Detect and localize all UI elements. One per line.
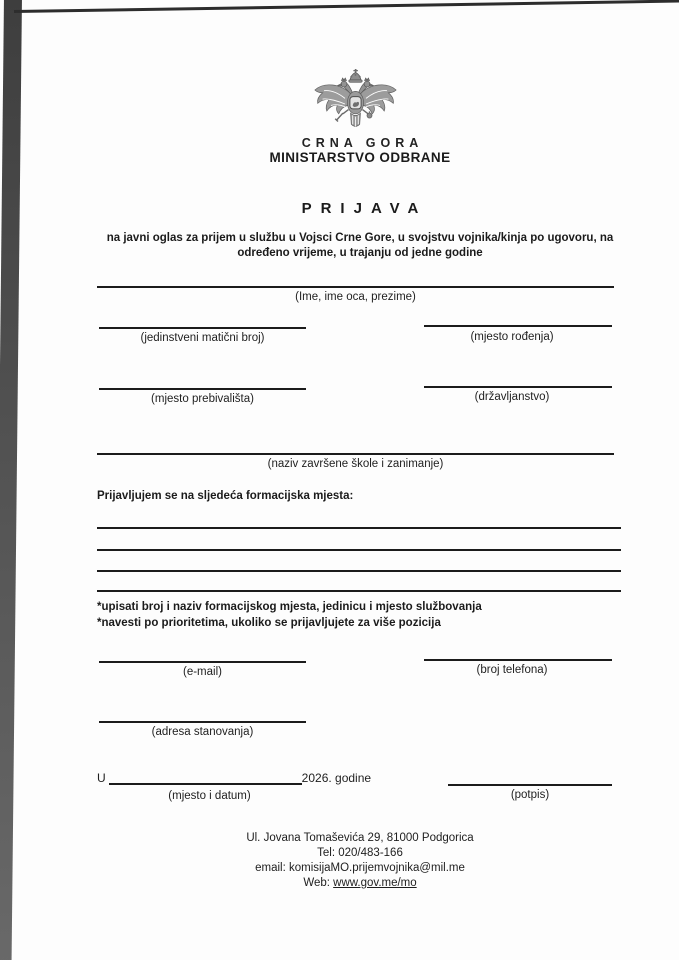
year-suffix: 2026. godine bbox=[301, 771, 372, 785]
residence-blank[interactable] bbox=[99, 388, 306, 390]
full-name-label: (Ime, ime oca, prezime) bbox=[295, 291, 416, 303]
position-blank-3[interactable] bbox=[97, 570, 621, 572]
footer-web-prefix: Web: bbox=[303, 877, 334, 889]
phone-label: (broj telefona) bbox=[476, 664, 548, 676]
scan-top-edge-line bbox=[14, 0, 679, 13]
address-label: (adresa stanovanja) bbox=[151, 726, 254, 738]
place-date-label: (mjesto i datum) bbox=[168, 790, 251, 802]
phone-blank[interactable] bbox=[424, 659, 612, 661]
signature-label: (potpis) bbox=[510, 789, 550, 801]
position-note-1: *upisati broj i naziv formacijskog mjesta, jedinicu i mjesto službovanja bbox=[97, 601, 482, 613]
positions-heading: Prijavljujem se na sljedeća formacijska mjesta: bbox=[97, 490, 354, 502]
country-name: CRNA GORA bbox=[301, 136, 424, 150]
position-note-2: *navesti po prioritetima, ukoliko se prijavljujete za više pozicija bbox=[97, 616, 441, 629]
document-title: PRIJAVA bbox=[301, 200, 428, 217]
position-blank-2[interactable] bbox=[97, 549, 621, 551]
residence-label: (mjesto prebivališta) bbox=[151, 393, 254, 405]
signature-blank[interactable] bbox=[448, 784, 612, 786]
ministry-name: MINISTARSTVO ODBRANE bbox=[269, 150, 451, 165]
position-blank-1[interactable] bbox=[97, 527, 621, 529]
birth-place-label: (mjesto rođenja) bbox=[470, 331, 554, 343]
citizenship-label: (državljanstvo) bbox=[474, 391, 550, 403]
place-date-row bbox=[97, 770, 371, 785]
school-blank[interactable] bbox=[97, 453, 614, 455]
address-blank[interactable] bbox=[99, 721, 306, 723]
footer-web-link[interactable]: www.gov.me/mo bbox=[333, 877, 417, 889]
email-label: (e-mail) bbox=[183, 666, 222, 678]
citizenship-blank[interactable] bbox=[424, 386, 612, 388]
email-blank[interactable] bbox=[99, 661, 306, 663]
school-label: (naziv završene škole i zanimanje) bbox=[267, 458, 444, 470]
footer-address: Ul. Jovana Tomaševića 29, 81000 Podgorica bbox=[246, 832, 474, 844]
personal-id-label: (jedinstveni matični broj) bbox=[140, 332, 265, 344]
personal-id-blank[interactable] bbox=[99, 327, 306, 329]
position-notes bbox=[97, 600, 627, 631]
footer-phone: Tel: 020/483-166 bbox=[317, 847, 403, 859]
coat-of-arms-icon bbox=[308, 69, 403, 139]
place-prefix: U bbox=[97, 771, 106, 785]
birth-place-blank[interactable] bbox=[424, 325, 612, 327]
full-name-blank[interactable] bbox=[97, 286, 614, 288]
position-blank-4[interactable] bbox=[97, 590, 621, 592]
document-subtitle: na javni oglas za prijem u službu u Vojsci Crne Gore, u svojstvu vojnika/kinja po ugovoru, na određeno vrijeme, u trajanju od jedne godine bbox=[106, 232, 614, 259]
place-date-blank[interactable] bbox=[109, 770, 302, 785]
footer-web-line bbox=[88, 876, 632, 891]
scan-edge-band bbox=[0, 0, 22, 960]
footer-email: email: komisijaMO.prijemvojnika@mil.me bbox=[255, 862, 465, 874]
footer-contact-block bbox=[88, 831, 632, 891]
